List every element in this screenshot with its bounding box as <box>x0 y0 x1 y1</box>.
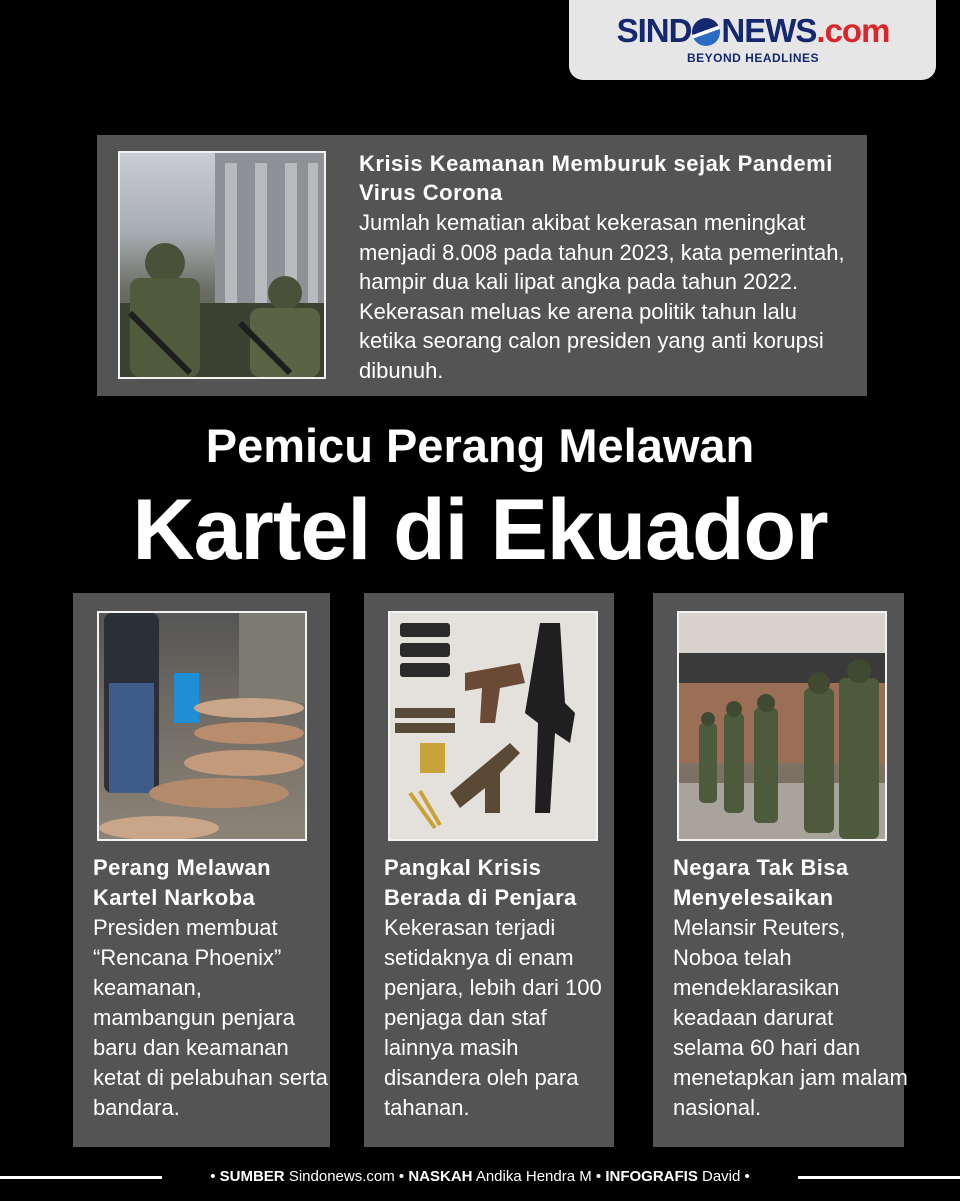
logo-globe-icon <box>692 18 720 46</box>
detainees-photo <box>97 611 307 841</box>
card-title: Pangkal Krisis Berada di Penjara <box>384 855 577 910</box>
footer-divider-right <box>798 1176 960 1179</box>
logo-text-com: .com <box>816 12 890 49</box>
headline-line1: Pemicu Perang Melawan <box>205 419 755 472</box>
footer-label-graphics: INFOGRAFIS <box>605 1168 698 1185</box>
footer-credits: • SUMBER Sindonews.com • NASKAH Andika Hendra M • INFOGRAFIS David • <box>210 1168 750 1185</box>
card-title: Negara Tak Bisa Menyelesaikan <box>673 855 849 910</box>
footer-value-writer: Andika Hendra M <box>475 1168 592 1185</box>
card-state-unable <box>653 593 908 1147</box>
photo-illustration-icon <box>120 153 324 377</box>
card-cartel-war <box>73 593 330 1147</box>
top-info-card <box>97 135 867 396</box>
card-title: Perang Melawan Kartel Narkoba <box>93 855 271 910</box>
photo-illustration-icon <box>390 613 596 839</box>
photo-illustration-icon <box>99 613 305 839</box>
footer-label-source: SUMBER <box>219 1168 285 1185</box>
card-prison-crisis <box>364 593 614 1147</box>
card-body: Melansir Reuters, Noboa telah mendeklarasikan keadaan darurat selama 60 hari dan menetapkan jam malam nasional. <box>673 915 908 1120</box>
top-card-body: Jumlah kematian akibat kekerasan meningkat menjadi 8.008 pada tahun 2023, kata pemerintah, hampir dua kali lipat angka pada tahun 2022. Kekerasan meluas ke arena politik tahun lalu ketika seorang calon presiden yang anti korupsi dibunuh. <box>359 210 845 383</box>
soldiers-building-photo <box>118 151 326 379</box>
soldiers-street-photo <box>677 611 887 841</box>
seized-weapons-photo <box>388 611 598 841</box>
card-body: Presiden membuat “Rencana Phoenix” keamanan, mambangun penjara baru dan keamanan ketat di pelabuhan serta bandara. <box>93 915 328 1120</box>
logo-text-sind: SIND <box>616 12 692 49</box>
footer-label-writer: NASKAH <box>408 1168 473 1185</box>
logo-tagline: BEYOND HEADLINES <box>686 51 819 65</box>
footer-value-source: Sindonews.com <box>288 1168 395 1185</box>
sindonews-logo <box>569 0 936 80</box>
footer-value-graphics: David <box>702 1168 741 1185</box>
photo-illustration-icon <box>679 613 885 839</box>
footer-divider-left <box>0 1176 162 1179</box>
logo-text-news: NEWS <box>721 12 817 49</box>
headline-line2: Kartel di Ekuador <box>132 482 828 578</box>
card-body: Kekerasan terjadi setidaknya di enam penjara, lebih dari 100 penjaga dan staf lainnya masih disandera oleh para tahanan. <box>384 915 602 1120</box>
logo-wordmark <box>593 12 913 50</box>
top-card-title: Krisis Keamanan Memburuk sejak Pandemi Virus Corona <box>359 151 833 205</box>
